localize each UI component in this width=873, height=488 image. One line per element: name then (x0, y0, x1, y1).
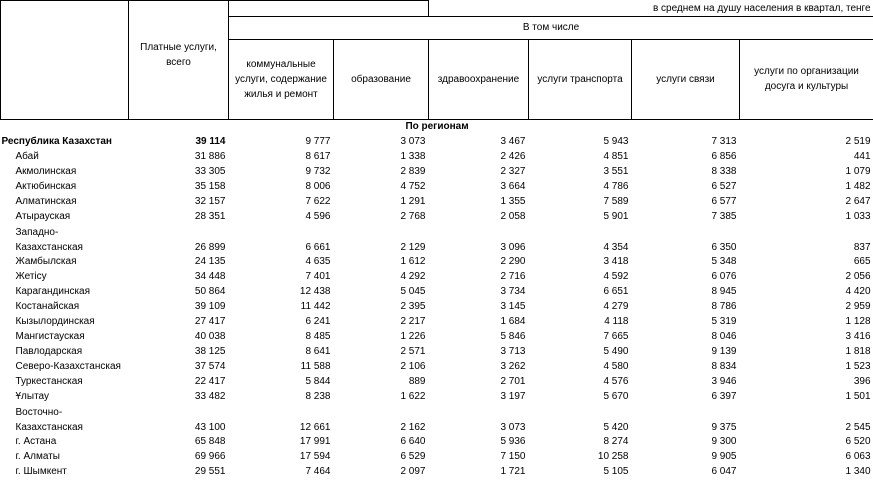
cell-value: 5 943 (603, 136, 629, 147)
cell-value: 22 417 (194, 376, 226, 387)
cell-value: 2 701 (500, 376, 526, 387)
cell-value: 9 905 (711, 451, 737, 462)
cell-value: 2 056 (845, 271, 871, 282)
row-label: Абай (15, 151, 39, 162)
row-label: г. Шымкент (15, 466, 67, 477)
cell-value: 4 752 (400, 181, 426, 192)
cell-value: 1 291 (400, 196, 426, 207)
table-row (1, 300, 873, 315)
unit-caption: в среднем на душу населения в квартал, тенге (429, 1, 873, 17)
table-row (1, 225, 873, 255)
cell-value: 3 946 (711, 376, 737, 387)
cell-value: 8 617 (305, 151, 331, 162)
table-row (1, 135, 873, 150)
cell-value: 7 464 (305, 466, 331, 477)
table-row (1, 210, 873, 225)
cell-value: 396 (853, 376, 871, 387)
table-row (1, 360, 873, 375)
cell-value: 12 438 (299, 286, 331, 297)
cell-value: 9 777 (305, 136, 331, 147)
table-row (1, 465, 873, 480)
cell-value: 43 100 (194, 421, 226, 433)
cell-value: 2 571 (400, 346, 426, 357)
row-label-line: Восточно- (15, 406, 63, 418)
cell-value: 1 523 (845, 361, 871, 372)
cell-value: 31 886 (194, 151, 226, 162)
cell-value: 6 397 (711, 391, 737, 402)
header-col-utilities: коммунальные услуги, содержание жилья и ремонт (229, 39, 334, 119)
cell-value: 4 596 (305, 211, 331, 222)
table-row (1, 165, 873, 180)
row-label: Актюбинская (15, 181, 77, 192)
cell-value: 4 420 (845, 286, 871, 297)
cell-value: 6 527 (711, 181, 737, 192)
cell-value: 6 529 (400, 451, 426, 462)
cell-value: 5 670 (603, 391, 629, 402)
section-title: По регионам (405, 121, 469, 132)
table-body (1, 119, 873, 150)
cell-value: 11 442 (300, 301, 331, 312)
cell-value: 39 109 (194, 301, 226, 312)
cell-value: 5 936 (500, 436, 526, 447)
cell-value: 37 574 (194, 361, 226, 372)
cell-value: 8 274 (603, 436, 629, 447)
table-row (1, 270, 873, 285)
cell-value: 8 945 (711, 286, 737, 297)
row-label: Туркестанская (15, 376, 83, 387)
cell-value: 5 846 (500, 331, 526, 342)
cell-value: 2 839 (400, 166, 426, 177)
cell-value: 9 300 (711, 436, 737, 447)
cell-value: 2 327 (500, 166, 526, 177)
cell-value: 38 125 (194, 346, 226, 357)
table-row (1, 285, 873, 300)
row-label-line: Казахстанская (15, 421, 83, 433)
row-label: г. Алматы (15, 451, 60, 462)
row-label: Ұлытау (15, 391, 50, 402)
cell-value: 3 073 (400, 136, 426, 147)
cell-value: 9 732 (305, 166, 331, 177)
cell-value: 889 (408, 376, 426, 387)
header-col-culture: услуги по организации досуга и культуры (740, 39, 873, 119)
table-row (1, 405, 873, 435)
cell-value: 5 490 (603, 346, 629, 357)
row-label: г. Астана (15, 436, 57, 447)
cell-value: 3 096 (500, 241, 526, 253)
cell-value: 8 046 (711, 331, 737, 342)
cell-value: 3 418 (603, 256, 629, 267)
cell-value: 4 786 (603, 181, 629, 192)
cell-value: 6 047 (711, 466, 737, 477)
cell-value: 4 118 (604, 316, 629, 327)
cell-value: 3 734 (500, 286, 526, 297)
cell-value: 3 551 (603, 166, 629, 177)
cell-value: 6 651 (603, 286, 629, 297)
table-header (1, 1, 873, 120)
cell-value: 3 197 (500, 391, 526, 402)
table-row (1, 315, 873, 330)
cell-value: 5 348 (711, 256, 737, 267)
cell-value: 6 076 (711, 271, 737, 282)
row-label: Костанайская (15, 301, 80, 312)
row-label: Кызылординская (15, 316, 95, 327)
cell-value: 9 375 (711, 421, 737, 433)
cell-value: 2 716 (500, 271, 526, 282)
cell-value: 4 635 (305, 256, 331, 267)
cell-value: 34 448 (194, 271, 226, 282)
cell-value: 1 355 (500, 196, 526, 207)
cell-value: 29 551 (194, 466, 226, 477)
cell-value: 2 395 (400, 301, 426, 312)
cell-value: 7 665 (603, 331, 629, 342)
cell-value: 4 354 (603, 241, 629, 253)
cell-value: 1 501 (845, 391, 871, 402)
cell-value: 4 580 (603, 361, 629, 372)
cell-value: 7 622 (305, 196, 331, 207)
cell-value: 3 416 (845, 331, 871, 342)
header-col-communication: услуги связи (632, 39, 740, 119)
cell-value: 33 305 (194, 166, 226, 177)
cell-value: 2 959 (845, 301, 871, 312)
cell-value: 2 097 (400, 466, 426, 477)
cell-value: 5 045 (400, 286, 426, 297)
cell-value: 40 038 (194, 331, 226, 342)
row-label-line: Западно- (15, 226, 59, 238)
cell-value: 6 856 (711, 151, 737, 162)
cell-value: 3 467 (500, 136, 526, 147)
cell-value: 2 768 (400, 211, 426, 222)
cell-value: 6 241 (305, 316, 331, 327)
cell-value: 2 217 (400, 316, 426, 327)
cell-value: 6 640 (400, 436, 426, 447)
table-row (1, 255, 873, 270)
cell-value: 10 258 (597, 451, 629, 462)
cell-value: 17 991 (299, 436, 331, 447)
cell-value: 2 647 (845, 196, 871, 207)
region-rows (1, 150, 873, 480)
cell-value: 2 106 (400, 361, 426, 372)
cell-value: 837 (853, 241, 871, 253)
cell-value: 6 350 (711, 241, 737, 253)
cell-value: 1 612 (400, 256, 426, 267)
cell-value: 24 135 (194, 256, 226, 267)
cell-value: 11 588 (300, 361, 331, 372)
cell-value: 27 417 (194, 316, 226, 327)
cell-value: 33 482 (194, 391, 226, 402)
cell-value: 6 063 (845, 451, 871, 462)
cell-value: 441 (853, 151, 871, 162)
cell-value: 1 622 (400, 391, 426, 402)
row-label (1, 225, 129, 255)
cell-value: 3 664 (500, 181, 526, 192)
cell-value: 1 226 (400, 331, 426, 342)
cell-value: 5 844 (305, 376, 331, 387)
cell-value: 5 901 (603, 211, 629, 222)
cell-value: 7 313 (711, 136, 737, 147)
cell-value: 5 420 (603, 421, 629, 433)
cell-value: 7 150 (500, 451, 526, 462)
cell-value: 4 279 (603, 301, 629, 312)
cell-value: 5 105 (603, 466, 629, 477)
row-label (1, 405, 129, 435)
cell-value: 8 641 (305, 346, 331, 357)
cell-value: 1 482 (845, 181, 871, 192)
cell-value: 35 158 (194, 181, 226, 192)
cell-value: 1 340 (845, 466, 871, 477)
row-label: Жамбылская (15, 256, 77, 267)
cell-value: 2 545 (845, 421, 871, 433)
table-row (1, 375, 873, 390)
table-row (1, 390, 873, 405)
table-row (1, 450, 873, 465)
header-col-transport: услуги транспорта (529, 39, 632, 119)
cell-value: 32 157 (194, 196, 226, 207)
row-label: Республика Казахстан (1, 136, 112, 147)
cell-value: 4 851 (603, 151, 629, 162)
header-col-education: образование (334, 39, 429, 119)
cell-value: 65 848 (194, 436, 226, 447)
cell-value: 1 128 (845, 316, 871, 327)
cell-value: 8 485 (305, 331, 331, 342)
cell-value: 1 079 (845, 166, 871, 177)
cell-value: 4 592 (603, 271, 629, 282)
cell-value: 9 139 (711, 346, 737, 357)
cell-value: 8 006 (305, 181, 331, 192)
cell-value: 1 818 (845, 346, 871, 357)
cell-value: 2 426 (500, 151, 526, 162)
cell-value: 4 576 (603, 376, 629, 387)
cell-value: 7 401 (305, 271, 331, 282)
cell-value: 2 129 (400, 241, 426, 253)
header-col-health: здравоохранение (429, 39, 529, 119)
cell-value: 3 145 (500, 301, 526, 312)
cell-value: 2 058 (500, 211, 526, 222)
cell-value: 1 338 (400, 151, 426, 162)
cell-value: 8 786 (711, 301, 737, 312)
table-row (1, 330, 873, 345)
table-row (1, 180, 873, 195)
row-label: Павлодарская (15, 346, 83, 357)
cell-value: 8 338 (711, 166, 737, 177)
row-label: Северо-Казахстанская (15, 361, 121, 372)
cell-value: 8 238 (305, 391, 331, 402)
row-label: Алматинская (15, 196, 77, 207)
cell-value: 4 292 (400, 271, 426, 282)
cell-value: 7 385 (711, 211, 737, 222)
row-label: Карагандинская (15, 286, 91, 297)
header-total: Платные услуги, всего (129, 16, 229, 119)
cell-value: 5 319 (711, 316, 737, 327)
cell-value: 2 519 (845, 136, 871, 147)
row-label: Атырауская (15, 211, 71, 222)
header-including: В том числе (229, 16, 873, 39)
table-row (1, 150, 873, 165)
cell-value: 8 834 (711, 361, 737, 372)
cell-value: 2 162 (400, 421, 426, 433)
row-label: Акмолинская (15, 166, 77, 177)
cell-value: 39 114 (195, 136, 226, 147)
cell-value: 1 684 (500, 316, 526, 327)
table-row (1, 435, 873, 450)
table-row (1, 345, 873, 360)
table-row (1, 195, 873, 210)
cell-value: 26 899 (194, 241, 226, 253)
cell-value: 3 073 (500, 421, 526, 433)
cell-value: 6 661 (305, 241, 331, 253)
cell-value: 6 577 (711, 196, 737, 207)
row-label: Мангистауская (15, 331, 85, 342)
cell-value: 28 351 (194, 211, 226, 222)
cell-value: 665 (853, 256, 871, 267)
cell-value: 12 661 (299, 421, 331, 433)
row-label: Жетісу (15, 271, 47, 282)
cell-value: 7 589 (603, 196, 629, 207)
cell-value: 2 290 (500, 256, 526, 267)
cell-value: 69 966 (194, 451, 226, 462)
row-label-line: Казахстанская (15, 241, 83, 253)
cell-value: 17 594 (299, 451, 331, 462)
cell-value: 3 262 (500, 361, 526, 372)
cell-value: 1 721 (500, 466, 526, 477)
cell-value: 50 864 (194, 286, 226, 297)
cell-value: 6 520 (845, 436, 871, 447)
cell-value: 3 713 (500, 346, 526, 357)
cell-value: 1 033 (845, 211, 871, 222)
